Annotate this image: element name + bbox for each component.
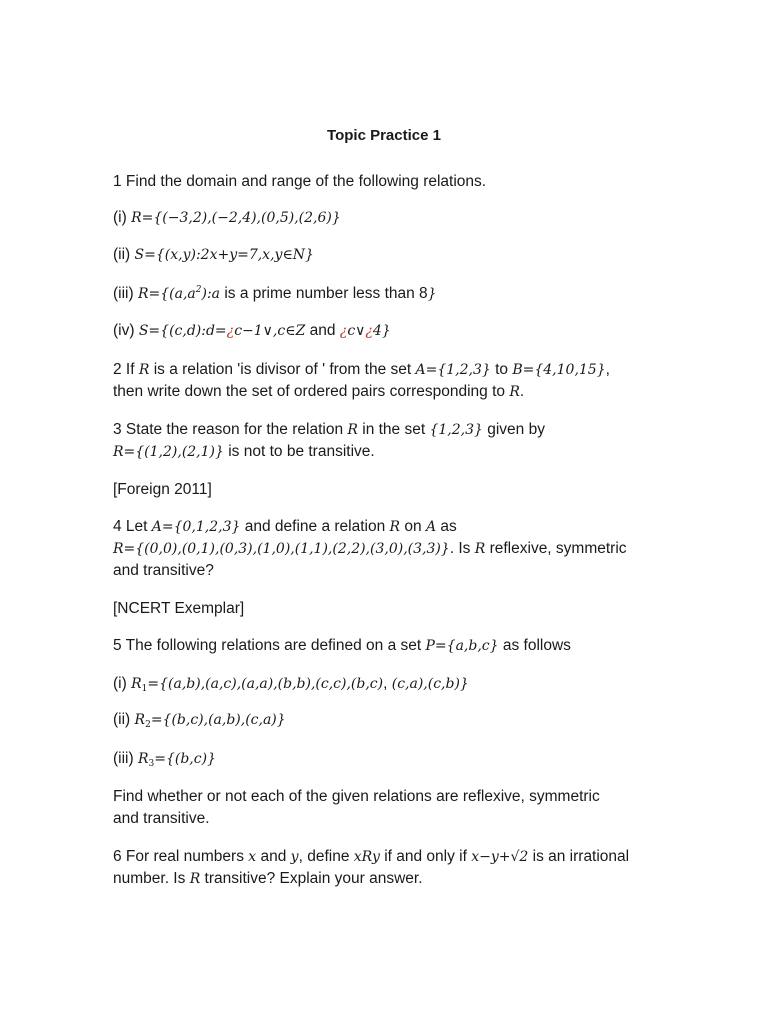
math-part: c∨ [347,323,366,339]
question-5-find-line-1: Find whether or not each of the given relations are reflexive, symmetric [113,788,600,805]
math-expression: S={(x,y):2x+y=7,x,y∈N} [134,247,314,263]
question-4-line-1 [113,516,457,538]
question-5-item-iii [113,748,216,770]
text: on [404,518,422,535]
item-label: (i) [113,675,127,692]
text: number. Is [113,870,186,887]
math-set: {1,2,3} [429,422,483,438]
text: . Is [449,540,471,557]
item-label: (i) [113,209,127,226]
broken-glyph: ¿ [226,323,235,339]
math-part: ):a [201,286,221,302]
item-label: (ii) [113,711,131,728]
page-title: Topic Practice 1 [327,127,441,144]
math-variable: R [138,362,150,378]
math-expression: R={(−3,2),(−2,4),(0,5),(2,6)} [131,210,341,226]
item-label: (iv) [113,322,135,339]
text: 4 Let [113,518,148,535]
math-expression [139,323,305,339]
question-6-line-1 [113,846,629,868]
math-part: 4} [372,323,391,339]
text: , [383,675,388,692]
text: . [519,383,525,400]
question-1-item-iii [113,283,437,305]
question-4-line-3: and transitive? [113,562,214,579]
text: 6 For real numbers [113,848,244,865]
math-part: ={(a,b),(a,c),(a,a),(b,b),(c,c),(b,c) [147,676,384,692]
math-set: A={1,2,3} [415,362,491,378]
question-3-line-1 [113,419,545,441]
question-1-item-iv [113,320,391,342]
math-part: c−1∨,c∈Z [234,323,306,339]
text: then write down the set of ordered pairs corresponding to [113,383,506,400]
broken-glyph: ¿ [339,323,348,339]
math-variable: R [137,751,149,767]
text: transitive? Explain your answer. [204,870,423,887]
question-5-find-line-2: and transitive. [113,810,210,827]
math-set: P={a,b,c} [425,638,499,654]
text: , define [298,848,350,865]
math-part: S={(c,d):d= [138,323,227,339]
question-5-item-ii [113,709,286,731]
text: given by [487,421,545,438]
math-part: (c,a),(c,b)} [391,676,469,692]
question-6-line-2 [113,868,423,890]
math-variable: R [189,871,201,887]
math-variable: R [134,712,146,728]
math-part: ={(b,c)} [154,751,216,767]
question-5-item-i [113,673,469,695]
text: and define a relation [244,518,386,535]
text: 2 If [113,361,135,378]
math-variable: x [248,849,257,865]
source-note-foreign: [Foreign 2011] [113,481,212,498]
math-expression: R={(0,0),(0,1),(0,3),(1,0),(1,1),(2,2),(3,0),(3,3)} [113,541,450,557]
text: reflexive, symmetric [489,540,627,557]
question-2-line-2 [113,381,524,403]
math-expression [135,712,286,728]
text: is not to be transitive. [228,443,375,460]
text: as [440,518,457,535]
question-1-item-ii [113,244,314,266]
subscript: 2 [145,720,151,730]
text: as follows [502,637,571,654]
question-3-line-2 [113,441,375,463]
math-variable: R [474,541,486,557]
superscript: 2 [195,285,202,295]
subscript: 3 [148,759,155,769]
item-label: (iii) [113,750,134,767]
math-variable: R [347,422,358,438]
item-label: (iii) [113,285,134,302]
math-part: ={(b,c),(a,b),(c,a)} [150,712,286,728]
text: if and only if [384,848,467,865]
question-4-line-2 [113,538,627,560]
text: in the set [362,421,426,438]
math-set: B={4,10,15} [512,362,606,378]
source-note-ncert: [NCERT Exemplar] [113,600,245,617]
broken-glyph: ¿ [365,323,373,339]
text: and [260,848,287,865]
math-variable: y [290,849,299,865]
math-relation: xRy [353,849,380,865]
math-variable: A [425,519,437,535]
text: is an irrational [532,848,630,865]
text: is a relation 'is divisor of ' from the set [153,361,412,378]
math-variable: R [509,384,520,400]
math-expression [340,323,391,339]
math-expression: R={(1,2),(2,1)} [113,444,224,460]
text: to [495,361,509,378]
question-1-intro: 1 Find the domain and range of the following relations. [113,173,487,190]
question-5-intro [113,635,571,657]
math-expression [131,676,383,692]
math-variable: R [389,519,401,535]
math-expression: x−y+√2 [471,849,529,865]
question-1-item-i [113,207,341,229]
subscript: 1 [141,684,148,694]
item-text: is a prime number less than 8 [224,285,428,302]
text: , [605,361,610,378]
math-expression [138,751,216,767]
math-brace: } [427,286,437,302]
math-expression [138,286,220,302]
and-text: and [309,322,336,339]
text: 5 The following relations are defined on a set [113,637,422,654]
math-set: A={0,1,2,3} [151,519,241,535]
math-variable: R [131,676,142,692]
question-2-line-1 [113,359,610,381]
text: 3 State the reason for the relation [113,421,344,438]
item-label: (ii) [113,246,131,263]
math-part: R={(a,a [137,286,196,302]
